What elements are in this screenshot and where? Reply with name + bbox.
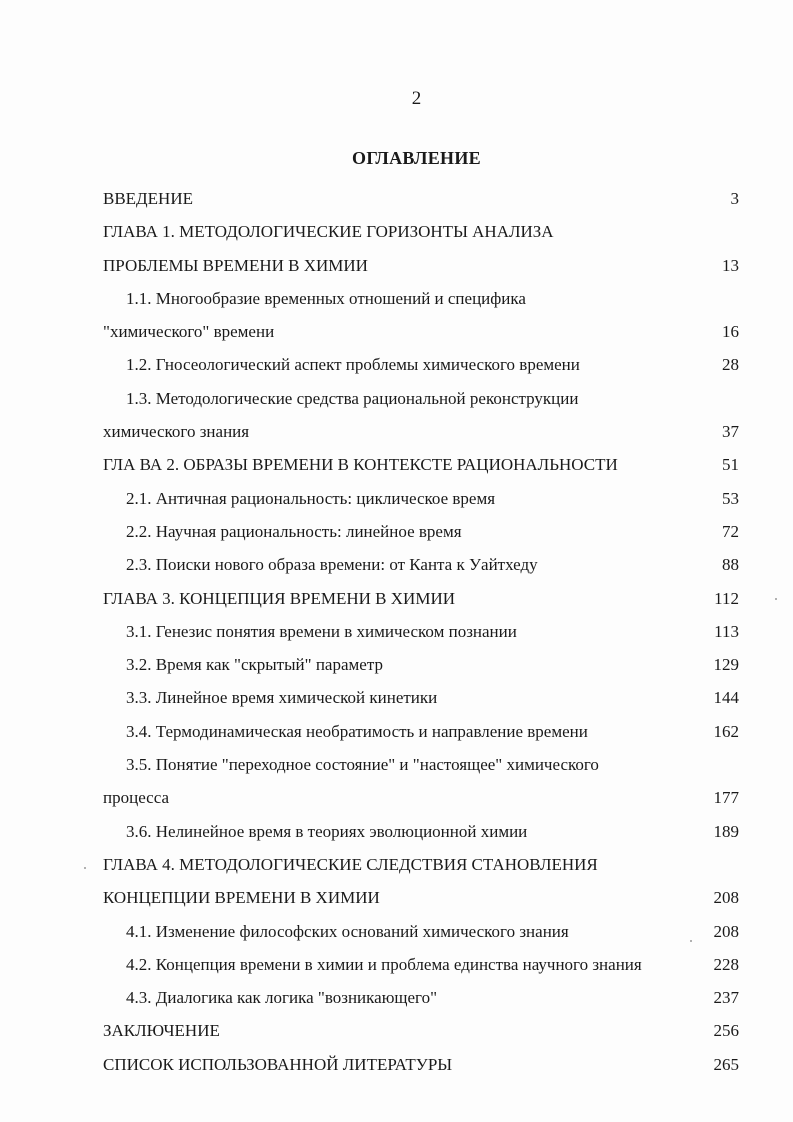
toc-title: ОГЛАВЛЕНИЕ (352, 148, 481, 168)
toc-entry-text: 4.2. Концепция времени в химии и проблема единства научного знания (126, 954, 642, 974)
toc-entry-text: 3.1. Генезис понятия времени в химическом познании (126, 621, 517, 641)
toc-entry-text: 3.3. Линейное время химической кинетики (126, 688, 438, 708)
toc-entry (103, 515, 739, 548)
toc-entry-page: 16 (722, 322, 739, 342)
toc-entry-page: 72 (722, 521, 739, 541)
toc-entry (103, 615, 739, 648)
scan-speck (775, 598, 777, 600)
toc-entry-page: 37 (722, 422, 739, 442)
toc-entry-page: 228 (713, 954, 739, 974)
toc-entry (103, 915, 739, 948)
toc-entry-page: 162 (713, 721, 739, 741)
toc-entry-page: 129 (713, 655, 739, 675)
toc-entry (103, 781, 739, 814)
toc-entry (103, 548, 739, 581)
toc-entry-page: 53 (722, 488, 739, 508)
toc-entry (103, 448, 739, 481)
toc-entry (103, 215, 739, 248)
toc-entry-page: 256 (713, 1021, 739, 1041)
toc-entry (103, 1048, 739, 1081)
toc-entry-page: 265 (713, 1054, 739, 1074)
toc-entry-text: "химического" времени (103, 322, 275, 342)
toc-entry-text: 2.3. Поиски нового образа времени: от Канта к Уайтхеду (126, 555, 538, 575)
toc-entry-text: 4.1. Изменение философских оснований химического знания (126, 921, 569, 941)
toc-entry-page: 144 (713, 688, 739, 708)
toc-entry-text: 3.5. Понятие "переходное состояние" и "настоящее" химического (126, 755, 599, 775)
toc-entry-text: СПИСОК ИСПОЛЬЗОВАННОЙ ЛИТЕРАТУРЫ (103, 1054, 453, 1074)
toc-entry (103, 348, 739, 381)
toc-entry-text: ГЛА ВА 2. ОБРАЗЫ ВРЕМЕНИ В КОНТЕКСТЕ РАЦИОНАЛЬНОСТИ (103, 455, 618, 475)
toc-entry (103, 382, 739, 415)
toc-entry (103, 648, 739, 681)
toc-entry (103, 881, 739, 914)
toc-entry-page: 208 (713, 921, 739, 941)
toc-entry (103, 948, 739, 981)
scan-speck (84, 867, 86, 869)
toc-entry (103, 715, 739, 748)
toc-entry (103, 748, 739, 781)
toc-entry-page: 51 (722, 455, 739, 475)
table-of-contents (103, 182, 739, 1081)
toc-entry (103, 848, 739, 881)
toc-entry (103, 981, 739, 1014)
toc-entry-page: 177 (713, 788, 739, 808)
toc-entry-text: 1.3. Методологические средства рациональной реконструкции (126, 388, 579, 408)
toc-entry-page: 88 (722, 555, 739, 575)
toc-entry (103, 282, 739, 315)
toc-entry-text: 3.4. Термодинамическая необратимость и направление времени (126, 721, 588, 741)
toc-entry (103, 182, 739, 215)
page-number: 2 (411, 88, 422, 109)
toc-entry-text: КОНЦЕПЦИИ ВРЕМЕНИ В ХИМИИ (103, 888, 380, 908)
toc-entry-page: 237 (713, 988, 739, 1008)
toc-entry-text: 3.2. Время как "скрытый" параметр (126, 655, 383, 675)
toc-entry-text: 2.2. Научная рациональность: линейное время (126, 521, 462, 541)
toc-entry (103, 315, 739, 348)
toc-entry-text: ЗАКЛЮЧЕНИЕ (103, 1021, 220, 1041)
toc-entry (103, 681, 739, 714)
toc-entry-text: химического знания (103, 422, 250, 442)
toc-entry (103, 815, 739, 848)
toc-entry-text: ГЛАВА 3. КОНЦЕПЦИЯ ВРЕМЕНИ В ХИМИИ (103, 588, 455, 608)
toc-entry (103, 249, 739, 282)
toc-entry-text: ГЛАВА 4. МЕТОДОЛОГИЧЕСКИЕ СЛЕДСТВИЯ СТАНОВЛЕНИЯ (103, 854, 598, 874)
toc-entry-page: 28 (722, 355, 739, 375)
toc-entry-text: ГЛАВА 1. МЕТОДОЛОГИЧЕСКИЕ ГОРИЗОНТЫ АНАЛИЗА (103, 222, 554, 242)
toc-entry (103, 1014, 739, 1047)
toc-entry-page: 13 (722, 255, 739, 275)
toc-entry-page: 112 (714, 588, 739, 608)
toc-entry-text: 4.3. Диалогика как логика "возникающего" (126, 988, 438, 1008)
toc-entry-page: 189 (713, 821, 739, 841)
toc-entry-text: 1.2. Гносеологический аспект проблемы химического времени (126, 355, 580, 375)
toc-entry (103, 415, 739, 448)
toc-entry (103, 482, 739, 515)
toc-entry-page: 208 (713, 888, 739, 908)
toc-entry-text: процесса (103, 788, 170, 808)
toc-entry-text: ВВЕДЕНИЕ (103, 189, 193, 208)
toc-entry (103, 582, 739, 615)
toc-entry-text: ПРОБЛЕМЫ ВРЕМЕНИ В ХИМИИ (103, 255, 368, 275)
toc-entry-page: 3 (730, 189, 739, 208)
toc-entry-text: 3.6. Нелинейное время в теориях эволюционной химии (126, 821, 528, 841)
toc-entry-text: 2.1. Античная рациональность: циклическое время (126, 488, 496, 508)
toc-entry-text: 1.1. Многообразие временных отношений и специфика (126, 288, 526, 308)
toc-entry-page: 113 (714, 621, 739, 641)
scan-speck (690, 940, 692, 942)
